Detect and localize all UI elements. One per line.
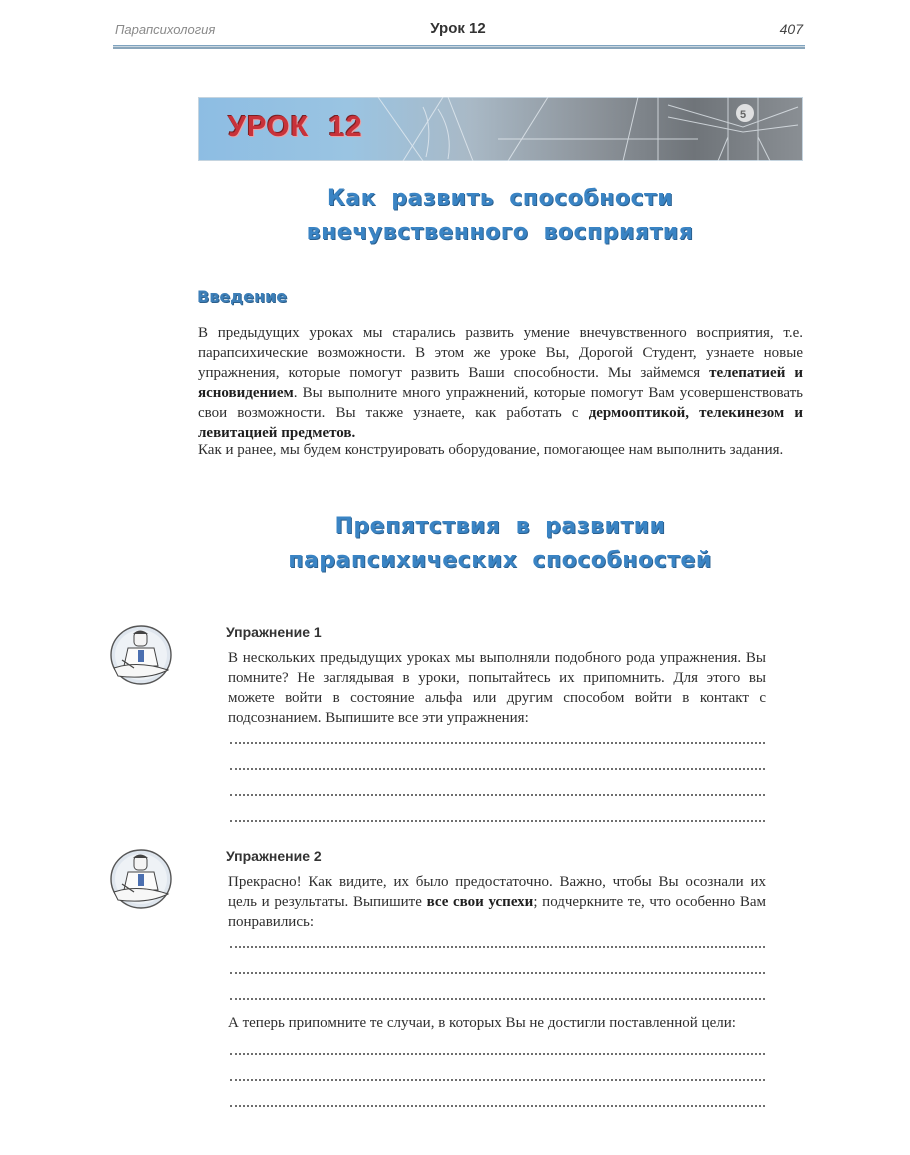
banner-title: УРОК 12 (228, 111, 363, 143)
answer-line[interactable] (230, 946, 765, 948)
lesson-heading (190, 182, 810, 250)
intro-text: . Вы выполните много упражнений, которые помогут Вам усовершенствовать свои возможности. Вы также узнаете, как работать с (198, 385, 803, 421)
intro-emphasis-telepathy: телепатией и ясновидением (198, 365, 803, 401)
exercise-1-title: Упражнение 1 (226, 624, 322, 640)
intro-paragraph-1 (198, 323, 803, 443)
svg-text:5: 5 (740, 109, 747, 121)
header-rule (113, 45, 805, 49)
lesson-heading-line-2: внечувственного восприятия (306, 220, 694, 245)
exercise-1-text: В нескольких предыдущих уроках мы выполняли подобного рода упражнения. Вы помните? Не заглядывая в уроки, попытайтесь их припомнить. Для этого вы можете войти в состояние альфа или другим способом войти в контакт с подсознанием. Выпишите все эти упражнения: (228, 650, 766, 726)
running-head (113, 20, 803, 44)
answer-line[interactable] (230, 742, 765, 744)
intro-emphasis-dermooptics: дермооптикой, телекинезом и левитацией предметов. (198, 405, 803, 441)
exercise-2-emphasis: все свои успехи (426, 894, 534, 910)
answer-line[interactable] (230, 768, 765, 770)
student-writing-icon (108, 624, 174, 686)
answer-line[interactable] (230, 972, 765, 974)
answer-line[interactable] (230, 794, 765, 796)
answer-line[interactable] (230, 1079, 765, 1081)
obstacles-heading (190, 510, 810, 578)
answer-line[interactable] (230, 1105, 765, 1107)
answer-line[interactable] (230, 998, 765, 1000)
exercise-2-followup-prompt: А теперь припомните те случаи, в которых Вы не достигли поставленной цели: (228, 1015, 736, 1031)
exercise-2-text (228, 872, 766, 932)
student-writing-icon (108, 848, 174, 910)
lesson-heading-line-1: Как развить способности (326, 186, 674, 211)
exercise-2-text-b: ; подчеркните те, что особенно Вам понравились: (228, 894, 767, 930)
obstacles-heading-line-1: Препятствия в развитии (334, 514, 666, 539)
obstacles-heading-line-2: парапсихических способностей (288, 548, 712, 573)
intro-text: В предыдущих уроках мы старались развить умение внечувственного восприятия, т.е. парапсихические возможности. В этом же уроке Вы, Дорогой Студент, узнаете новые упражнения, которые помогут развить Ваши способности. Мы займемся (198, 325, 803, 381)
page-number: 407 (779, 21, 803, 37)
exercise-2-text-a: Прекрасно! Как видите, их было предостаточно. Важно, чтобы Вы осознали их цель и результаты. Выпишите (228, 874, 766, 910)
book-title: Парапсихология (115, 22, 216, 37)
intro-paragraph-2: Как и ранее, мы будем конструировать оборудование, помогающее нам выполнить задания. (198, 442, 784, 458)
exercise-2-title: Упражнение 2 (226, 848, 322, 864)
intro-heading: Введение (197, 287, 288, 306)
answer-line[interactable] (230, 820, 765, 822)
lesson-label: Урок 12 (430, 20, 486, 37)
lesson-banner (198, 97, 803, 161)
answer-line[interactable] (230, 1053, 765, 1055)
